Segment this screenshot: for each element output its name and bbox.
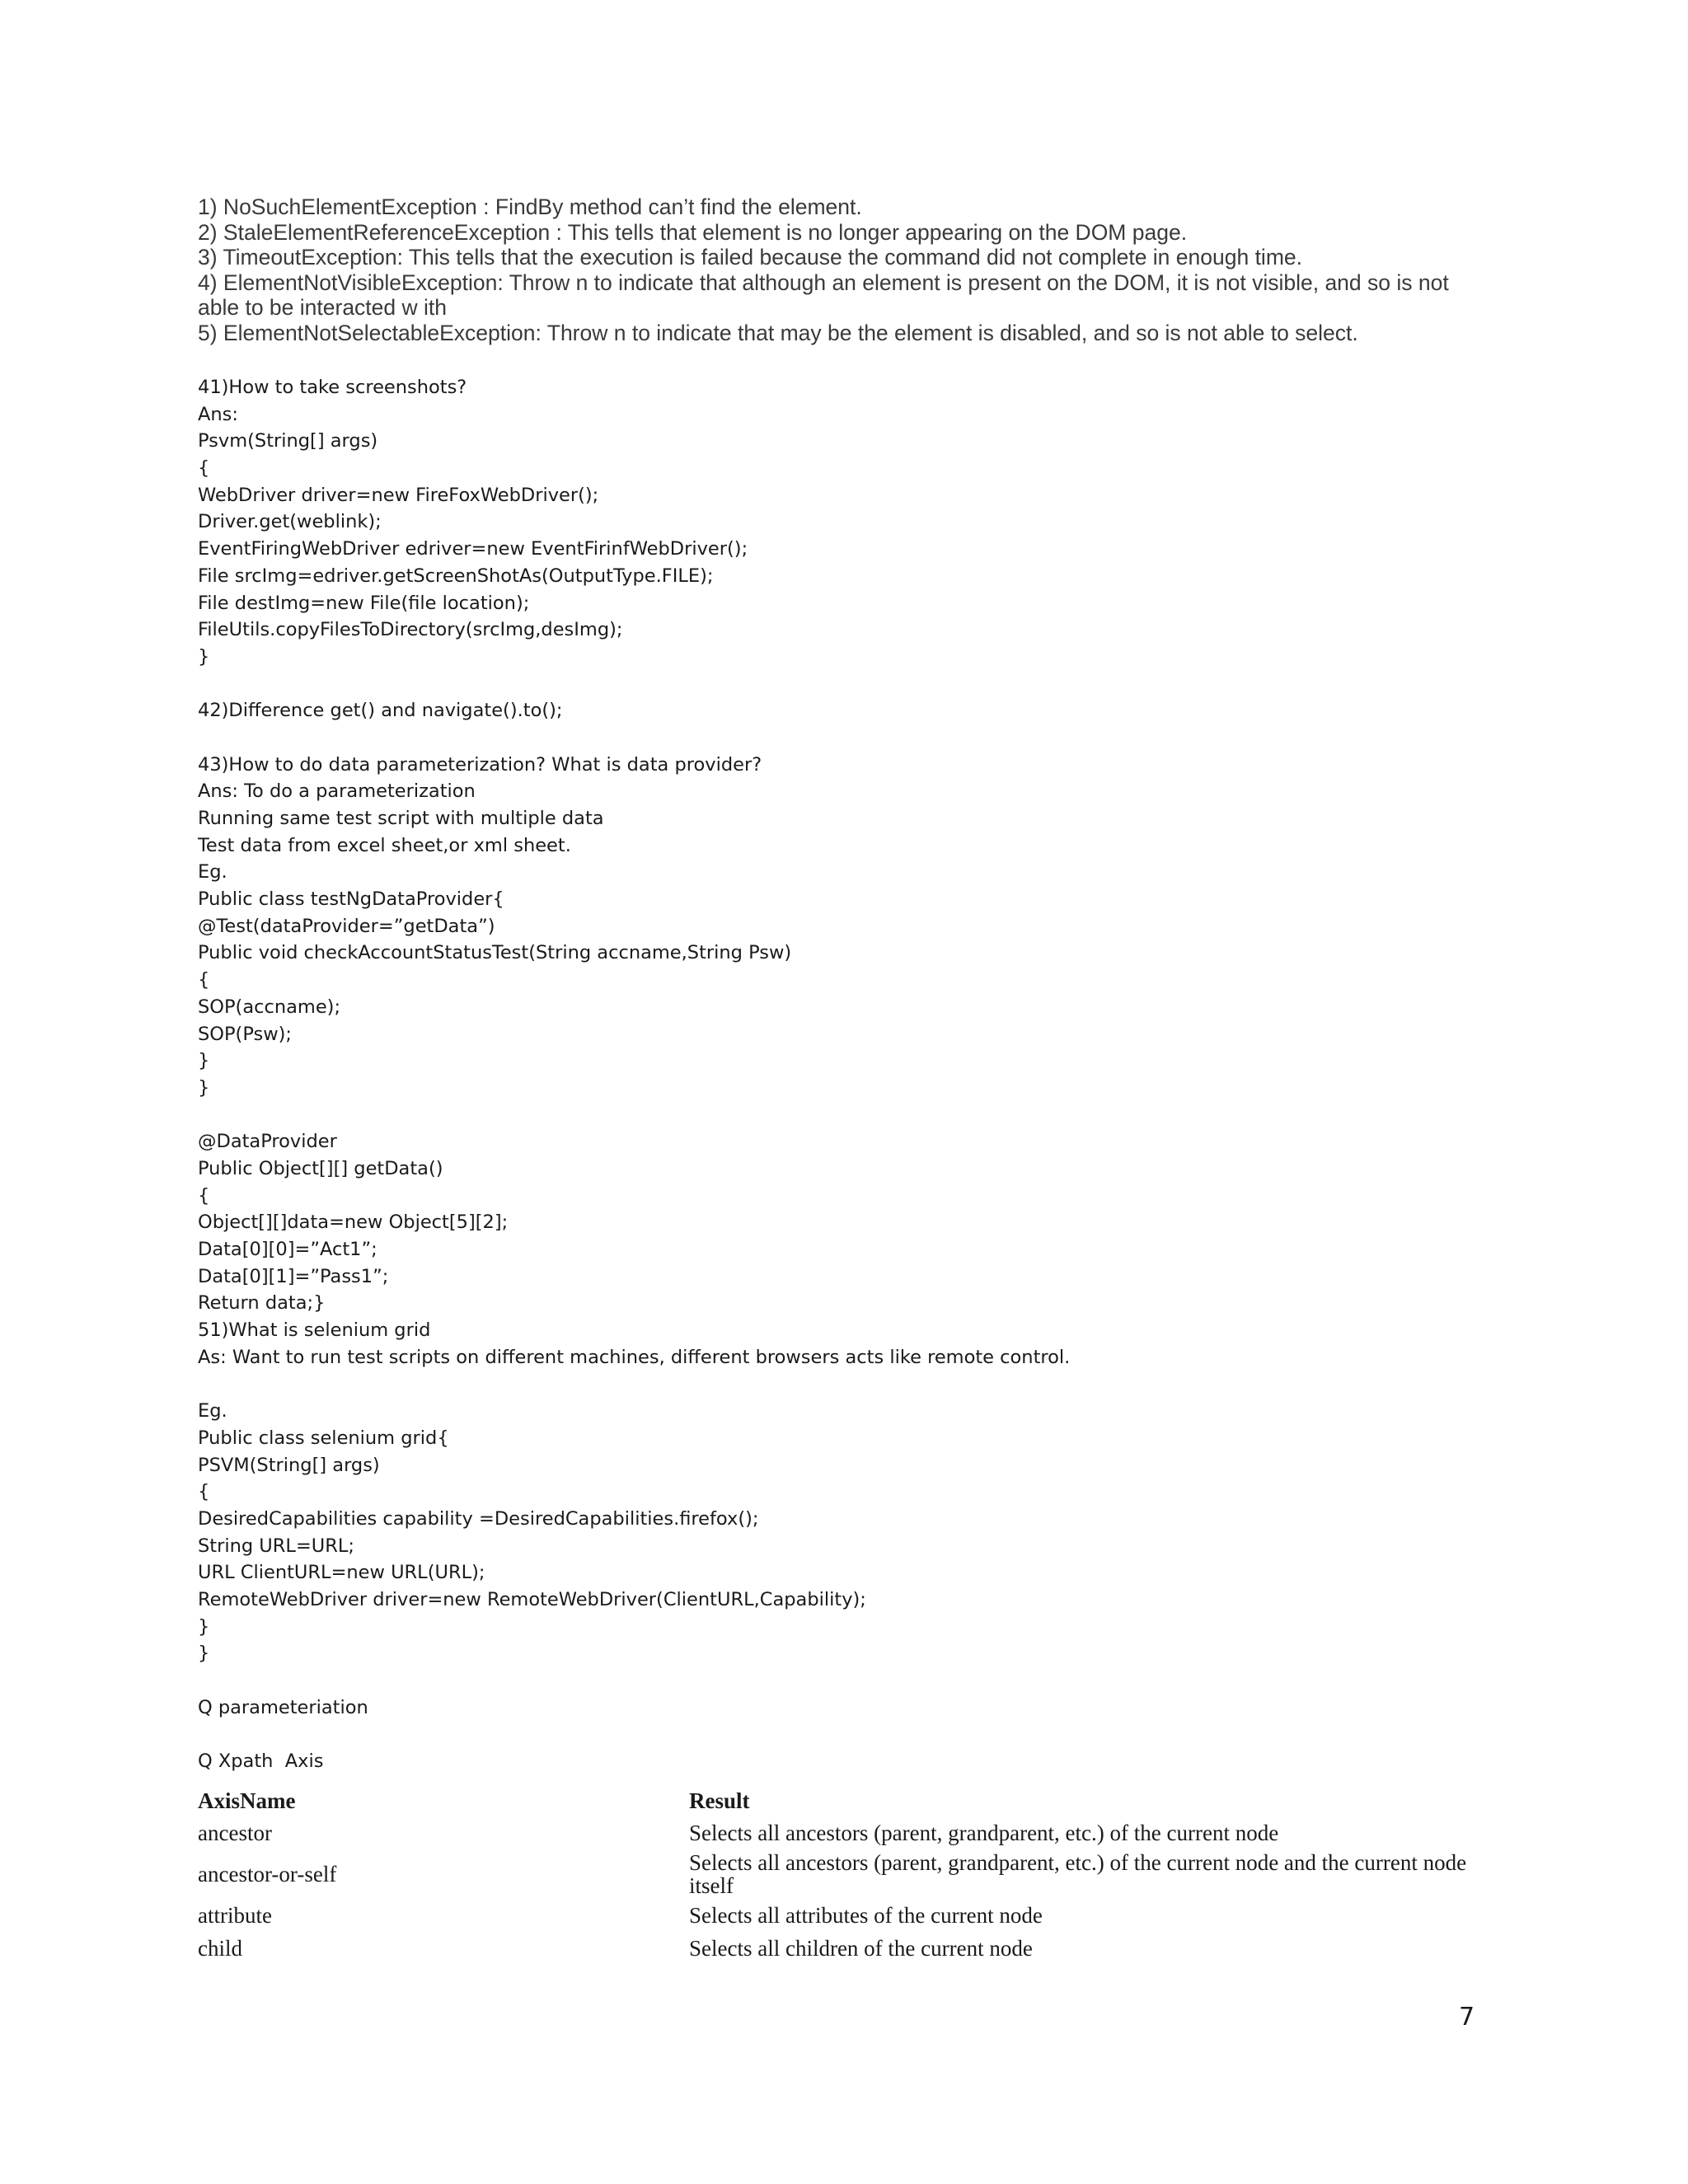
table-cell: ancestor [198, 1821, 272, 1845]
text-line: Public class selenium grid{ [198, 1427, 449, 1449]
text-line: PSVM(String[] args) [198, 1454, 380, 1476]
column-header: Result [689, 1788, 750, 1813]
body-text [198, 374, 1484, 1775]
table-cell: Selects all ancestors (parent, grandparent, etc.) of the current node [689, 1821, 1279, 1845]
text-line: } [198, 645, 210, 668]
text-line: Eg. [198, 1400, 227, 1422]
text-line: Data[0][1]=”Pass1”; [198, 1265, 389, 1287]
text-line: SOP(Psw); [198, 1023, 292, 1045]
text-line: RemoteWebDriver driver=new RemoteWebDriver(ClientURL,Capability); [198, 1588, 866, 1610]
table-cell: attribute [198, 1903, 272, 1928]
text-line: Running same test script with multiple data [198, 808, 604, 829]
table-row [198, 1899, 1484, 1932]
text-line: SOP(accname); [198, 996, 341, 1018]
text-line: Public Object[][] getData() [198, 1157, 443, 1179]
blank-line [198, 1102, 1484, 1129]
table-row [198, 1816, 1484, 1849]
exception-item: 4) ElementNotVisibleException: Throw n to indicate that although an element is present on the DOM, it is not visible, and so is not able to be interacted w ith [198, 269, 1449, 320]
text-line: 43)How to do data parameterization? What is data provider? [198, 753, 762, 776]
text-line: FileUtils.copyFilesToDirectory(srcImg,desImg); [198, 619, 623, 641]
table-cell: child [198, 1936, 242, 1961]
text-line: Q Xpath Axis [198, 1750, 324, 1773]
text-line: { [198, 969, 210, 991]
text-line: EventFiringWebDriver edriver=new EventFirinfWebDriver(); [198, 538, 748, 560]
text-line: Data[0][0]=”Act1”; [198, 1239, 377, 1260]
page-number: 7 [1459, 2003, 1475, 2032]
table-header-row [198, 1785, 1484, 1816]
text-line: Object[][]data=new Object[5][2]; [198, 1212, 509, 1234]
text-line: 42)Difference get() and navigate().to(); [198, 700, 563, 722]
text-line: Eg. [198, 861, 227, 883]
text-line: File srcImg=edriver.getScreenShotAs(OutputType.FILE); [198, 565, 714, 587]
exception-list [198, 194, 1484, 345]
column-header: AxisName [198, 1788, 296, 1813]
text-line: WebDriver driver=new FireFoxWebDriver(); [198, 484, 599, 506]
table-row [198, 1932, 1484, 1965]
text-line: Driver.get(weblink); [198, 511, 382, 533]
exception-item: 1) NoSuchElementException : FindBy method can’t find the element. [198, 194, 862, 219]
blank-line [198, 1371, 1484, 1398]
text-line: Test data from excel sheet,or xml sheet. [198, 834, 571, 856]
text-line: 41)How to take screenshots? [198, 377, 467, 398]
text-line: String URL=URL; [198, 1535, 355, 1557]
text-line: DesiredCapabilities capability =DesiredCapabilities.firefox(); [198, 1507, 759, 1530]
text-line: Q parameteriation [198, 1696, 368, 1718]
text-line: Public class testNgDataProvider{ [198, 888, 504, 911]
text-line: } [198, 1050, 210, 1072]
blank-line [198, 724, 1484, 752]
text-line: { [198, 1184, 210, 1207]
table-row [198, 1849, 1484, 1899]
text-line: 51)What is selenium grid [198, 1319, 431, 1342]
blank-line [198, 1721, 1484, 1748]
xpath-axis-table [198, 1785, 1484, 1965]
text-line: Ans: To do a parameterization [198, 780, 476, 803]
blank-line [198, 1667, 1484, 1694]
table-cell: Selects all attributes of the current node [689, 1903, 1043, 1928]
text-line: { [198, 1481, 210, 1503]
table-cell: Selects all ancestors (parent, grandparent, etc.) of the current node and the current node itself [689, 1850, 1467, 1898]
exception-item: 3) TimeoutException: This tells that the execution is failed because the command did not complete in enough time. [198, 245, 1302, 269]
text-line: } [198, 1076, 210, 1099]
text-line: @Test(dataProvider=”getData”) [198, 915, 495, 937]
text-line: Public void checkAccountStatusTest(String accname,String Psw) [198, 942, 792, 964]
text-line: As: Want to run test scripts on different machines, different browsers acts like remote control. [198, 1346, 1071, 1368]
exception-item: 5) ElementNotSelectableException: Throw n to indicate that may be the element is disabled, and so is not able to select. [198, 320, 1358, 345]
text-line: @DataProvider [198, 1131, 337, 1153]
text-line: Return data;} [198, 1292, 326, 1315]
exception-item: 2) StaleElementReferenceException : This tells that element is no longer appearing on the DOM page. [198, 219, 1188, 245]
text-line: URL ClientURL=new URL(URL); [198, 1562, 485, 1584]
table-cell: ancestor-or-self [198, 1862, 337, 1886]
table-cell: Selects all children of the current node [689, 1936, 1033, 1961]
text-line: { [198, 457, 210, 480]
text-line: } [198, 1615, 210, 1638]
text-line: Ans: [198, 403, 238, 425]
blank-line [198, 671, 1484, 698]
text-line: Psvm(String[] args) [198, 430, 378, 452]
text-line: } [198, 1643, 210, 1665]
text-line: File destImg=new File(file location); [198, 592, 530, 614]
